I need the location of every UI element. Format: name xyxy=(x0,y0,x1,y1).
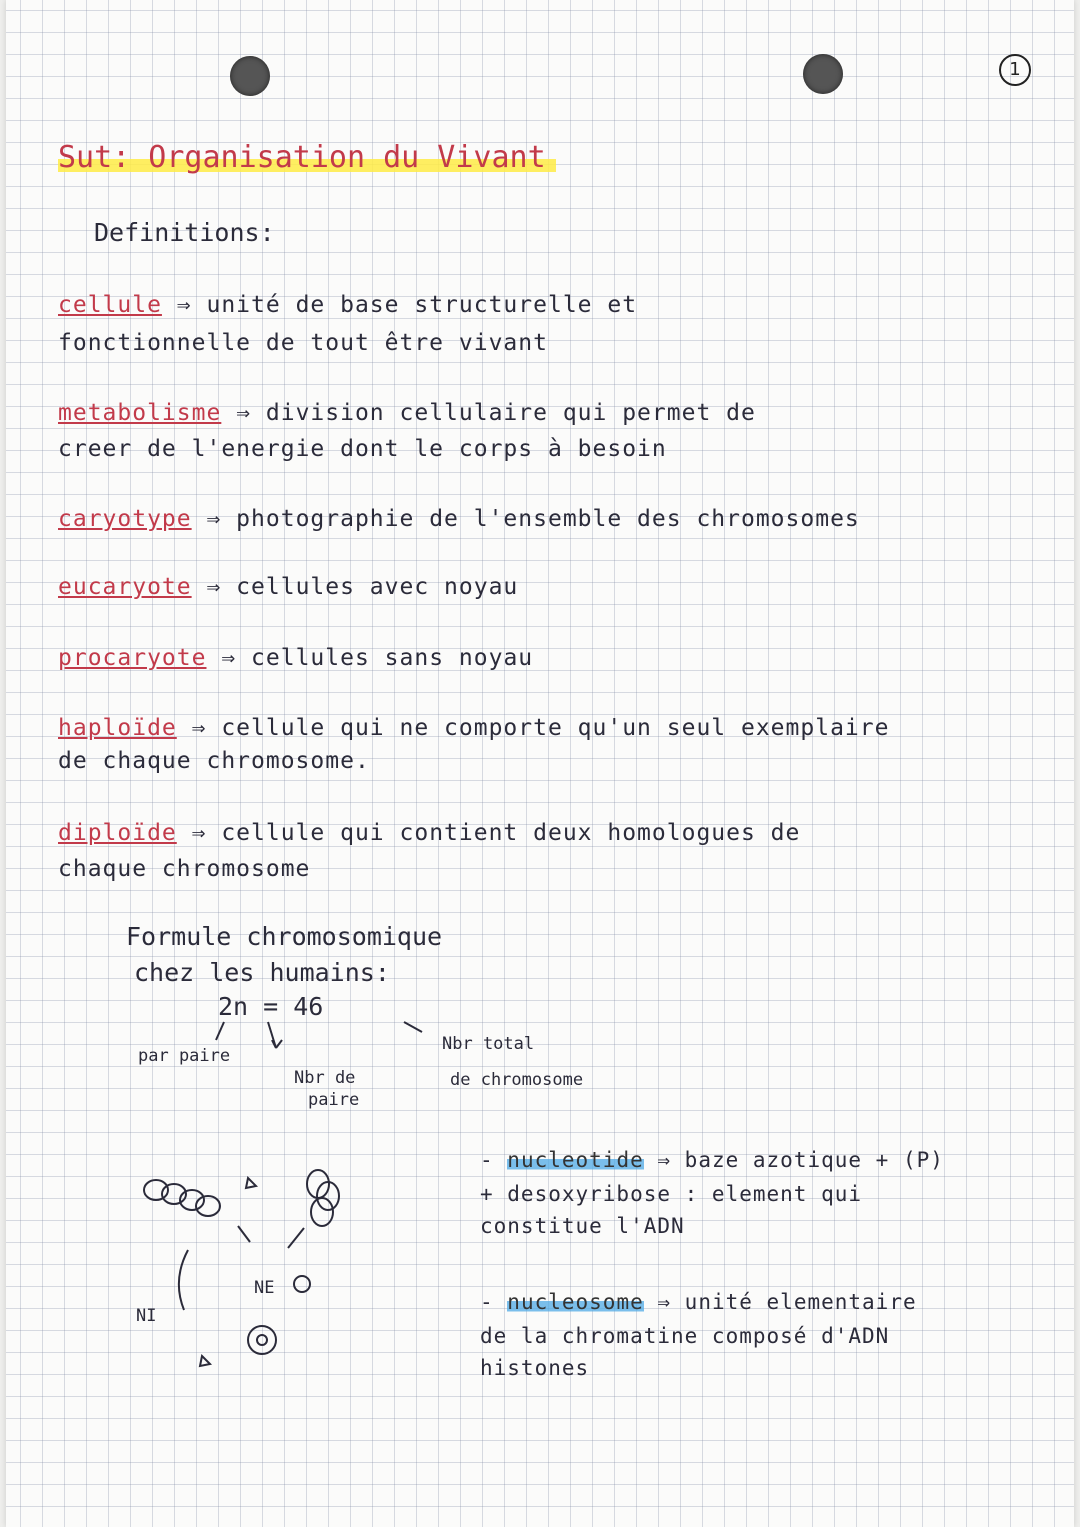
chromosome-sketch xyxy=(126,1150,426,1390)
notebook-page xyxy=(6,0,1074,1527)
definition-text: ⇒ cellule qui ne comporte qu'un seul exemplaire xyxy=(191,715,890,741)
definition-term: caryotype xyxy=(58,506,192,532)
formula-annotation-middle: Nbr de xyxy=(294,1068,356,1088)
formula-expression: 2n = 46 xyxy=(218,992,324,1021)
formula-annotation-left: par paire xyxy=(138,1046,231,1066)
definition-term: haploïde xyxy=(58,715,177,741)
formula-subtitle: chez les humains: xyxy=(134,958,390,987)
definition-term: diploïde xyxy=(58,820,177,846)
note-line: - nucleosome ⇒ unité elementaire xyxy=(480,1290,917,1314)
page-number: 1 xyxy=(999,54,1031,86)
definition-line: de chaque chromosome. xyxy=(58,748,370,774)
sketch-label: NI xyxy=(136,1306,157,1326)
note-text: ⇒ baze azotique + (P) xyxy=(657,1148,944,1172)
definitions-heading: Definitions: xyxy=(94,218,275,247)
definition-text: ⇒ cellules avec noyau xyxy=(206,574,519,600)
note-line: de la chromatine composé d'ADN xyxy=(480,1324,890,1348)
definition-term: cellule xyxy=(58,292,162,318)
definition-text: ⇒ unité de base structurelle et xyxy=(176,292,638,318)
definition-text: ⇒ division cellulaire qui permet de xyxy=(236,400,756,426)
formula-annotation-right: Nbr total xyxy=(442,1034,535,1054)
definition-line: fonctionnelle de tout être vivant xyxy=(58,330,548,356)
definition-text: ⇒ cellule qui contient deux homologues de xyxy=(191,820,801,846)
definition-term: procaryote xyxy=(58,645,207,671)
sketch-label: NE xyxy=(254,1278,275,1298)
note-text: ⇒ unité elementaire xyxy=(657,1290,917,1314)
formula-title: Formule chromosomique xyxy=(126,922,443,951)
note-term: nucleosome xyxy=(507,1290,644,1314)
note-line: - nucleotide ⇒ baze azotique + (P) xyxy=(480,1148,944,1172)
definition-term: metabolisme xyxy=(58,400,222,426)
page-title: Sut: Organisation du Vivant xyxy=(58,140,556,175)
note-line: + desoxyribose : element qui xyxy=(480,1182,863,1206)
definition-line: creer de l'energie dont le corps à besoin xyxy=(58,436,667,462)
definition-term: eucaryote xyxy=(58,574,192,600)
note-term: nucleotide xyxy=(507,1148,644,1172)
definition-line: chaque chromosome xyxy=(58,856,311,882)
note-line: histones xyxy=(480,1356,590,1380)
definition-text: ⇒ photographie de l'ensemble des chromosomes xyxy=(206,506,860,532)
formula-annotation-middle: paire xyxy=(308,1090,360,1110)
note-line: constitue l'ADN xyxy=(480,1214,685,1238)
formula-annotation-right: de chromosome xyxy=(450,1070,584,1090)
definition-text: ⇒ cellules sans noyau xyxy=(221,645,534,671)
